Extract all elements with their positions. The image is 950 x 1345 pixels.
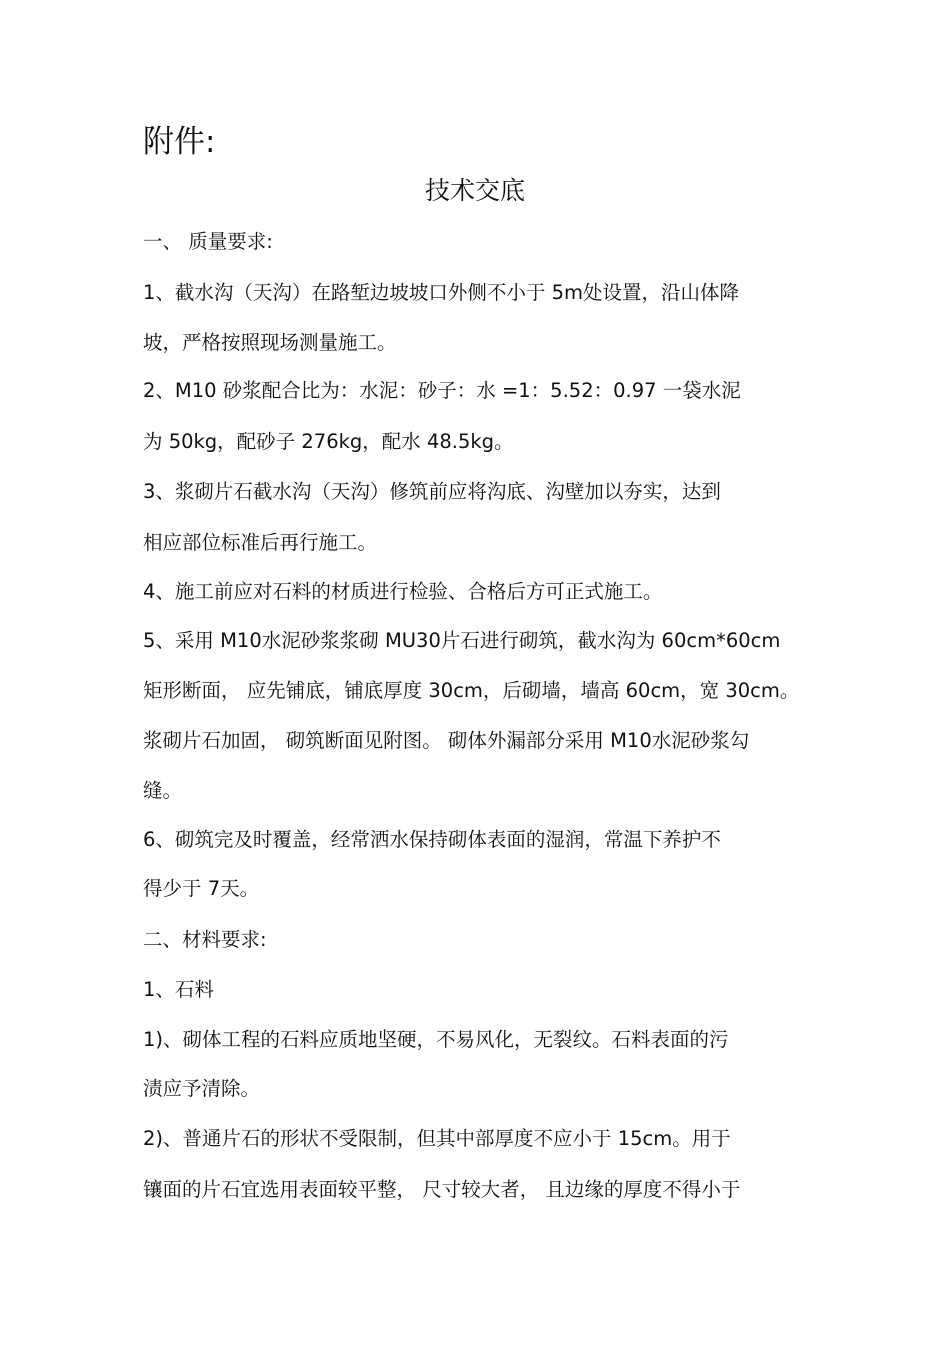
paragraph-line: 1)、砌体工程的石料应质地坚硬，不易风化，无裂纹。石料表面的污 xyxy=(143,1028,729,1051)
paragraph-line: 2)、普通片石的形状不受限制，但其中部厚度不应小于 15cm。用于 xyxy=(143,1127,731,1150)
paragraph-line: 5、采用 M10水泥砂浆浆砌 MU30片石进行砌筑，截水沟为 60cm*60cm xyxy=(143,629,781,652)
paragraph-line: 矩形断面， 应先铺底，铺底厚度 30cm，后砌墙，墙高 60cm，宽 30cm。 xyxy=(143,679,800,702)
paragraph-line: 坡，严格按照现场测量施工。 xyxy=(143,331,397,354)
paragraph-line: 缝。 xyxy=(143,779,183,802)
paragraph-line: 2、M10 砂浆配合比为：水泥：砂子：水 =1：5.52：0.97 一袋水泥 xyxy=(143,379,741,402)
paragraph-line: 相应部位标准后再行施工。 xyxy=(143,531,378,554)
paragraph-line: 4、施工前应对石料的材质进行检验、合格后方可正式施工。 xyxy=(143,580,663,603)
paragraph-line: 得少于 7天。 xyxy=(143,877,260,900)
paragraph-line: 镶面的片石宜选用表面较平整， 尺寸较大者， 且边缘的厚度不得小于 xyxy=(143,1178,741,1201)
paragraph-line: 为 50kg，配砂子 276kg，配水 48.5kg。 xyxy=(143,430,514,453)
paragraph-line: 6、砌筑完及时覆盖，经常洒水保持砌体表面的湿润，常温下养护不 xyxy=(143,828,721,851)
subsection-heading-stone: 1、石料 xyxy=(143,978,214,1001)
section-heading-quality: 一、 质量要求: xyxy=(143,230,273,253)
section-heading-materials: 二、材料要求: xyxy=(143,928,267,951)
paragraph-line: 渍应予清除。 xyxy=(143,1077,261,1100)
paragraph-line: 浆砌片石加固， 砌筑断面见附图。 砌体外漏部分采用 M10水泥砂浆勾 xyxy=(143,729,750,752)
document-title: 技术交底 xyxy=(424,176,525,205)
paragraph-line: 1、截水沟（天沟）在路堑边坡坡口外侧不小于 5m处设置，沿山体降 xyxy=(143,281,740,304)
paragraph-line: 3、浆砌片石截水沟（天沟）修筑前应将沟底、沟壁加以夯实，达到 xyxy=(143,480,721,503)
attachment-label: 附件: xyxy=(143,124,216,160)
